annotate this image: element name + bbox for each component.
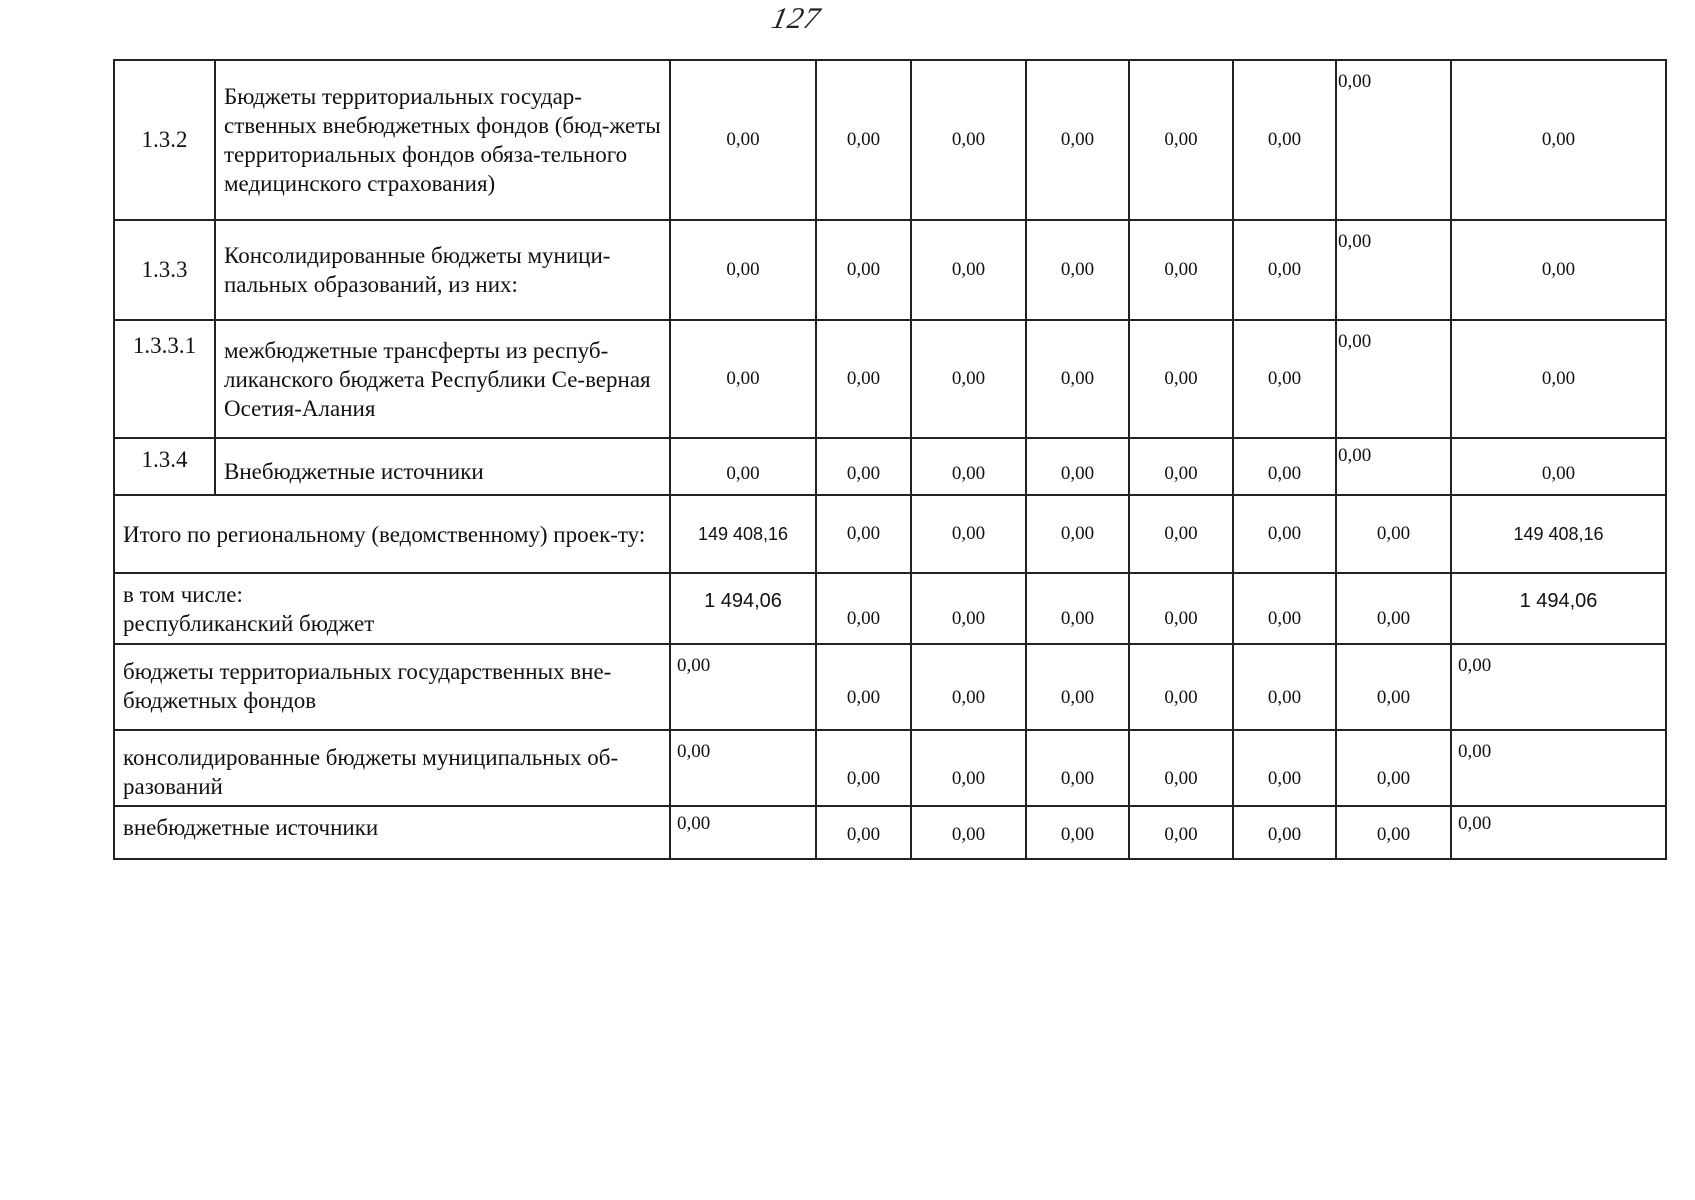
- value-cell: 0,00: [1233, 644, 1336, 730]
- value-cell: 0,00: [816, 495, 911, 573]
- value-cell: 0,00: [1451, 730, 1666, 806]
- value-cell: 0,00: [1451, 438, 1666, 495]
- value-cell: 0,00: [911, 220, 1026, 320]
- row-code: 1.3.2: [114, 60, 215, 220]
- value-cell: 1 494,06: [670, 573, 816, 644]
- total-label: [114, 573, 670, 644]
- value-cell: 0,00: [670, 730, 816, 806]
- value-cell: 0,00: [670, 220, 816, 320]
- value-cell: 0,00: [911, 573, 1026, 644]
- table-row: [114, 320, 1666, 438]
- value-cell: 0,00: [1233, 573, 1336, 644]
- value-cell: 0,00: [911, 438, 1026, 495]
- value-cell: 0,00: [1336, 730, 1451, 806]
- value-cell: 0,00: [1233, 495, 1336, 573]
- value-cell: 0,00: [911, 320, 1026, 438]
- table-row: [114, 730, 1666, 806]
- row-label: межбюджетные трансферты из респуб-ликанского бюджета Республики Се-верная Осетия-Алания: [215, 320, 670, 438]
- value-cell: 0,00: [1233, 60, 1336, 220]
- value-cell: 0,00: [1451, 806, 1666, 859]
- value-cell: 0,00: [670, 438, 816, 495]
- value-cell: 0,00: [1336, 60, 1451, 220]
- value-cell: 0,00: [816, 220, 911, 320]
- value-cell: 0,00: [1129, 644, 1233, 730]
- page-number: 127: [768, 2, 824, 35]
- value-cell: 0,00: [1336, 495, 1451, 573]
- value-cell: 0,00: [1129, 573, 1233, 644]
- table-row: [114, 573, 1666, 644]
- value-cell: 0,00: [1451, 320, 1666, 438]
- value-cell: 0,00: [1336, 806, 1451, 859]
- value-cell: 0,00: [816, 730, 911, 806]
- value-cell: 0,00: [1233, 730, 1336, 806]
- value-cell: 0,00: [1233, 220, 1336, 320]
- value-cell: 0,00: [1026, 495, 1129, 573]
- value-cell: 0,00: [911, 60, 1026, 220]
- value-cell: 0,00: [1451, 644, 1666, 730]
- value-cell: 0,00: [1233, 806, 1336, 859]
- value-cell: 0,00: [1336, 320, 1451, 438]
- value-cell: 0,00: [911, 644, 1026, 730]
- value-cell: 1 494,06: [1451, 573, 1666, 644]
- value-cell: 0,00: [1026, 60, 1129, 220]
- value-cell: 0,00: [1026, 320, 1129, 438]
- value-cell: 0,00: [1129, 60, 1233, 220]
- value-cell: 0,00: [1026, 730, 1129, 806]
- value-cell: 0,00: [1129, 730, 1233, 806]
- value-cell: 0,00: [1026, 573, 1129, 644]
- value-cell: 0,00: [911, 730, 1026, 806]
- value-cell: 0,00: [1129, 220, 1233, 320]
- value-cell: 0,00: [1026, 644, 1129, 730]
- value-cell: 0,00: [1233, 438, 1336, 495]
- row-label: Бюджеты территориальных государ-ственных внебюджетных фондов (бюд-жеты территориальных фондов обяза-тельного медицинского страхования): [215, 60, 670, 220]
- value-cell: 0,00: [816, 60, 911, 220]
- value-cell: 0,00: [816, 644, 911, 730]
- value-cell: 0,00: [1336, 220, 1451, 320]
- value-cell: 0,00: [1336, 644, 1451, 730]
- value-cell: 0,00: [670, 320, 816, 438]
- row-code: 1.3.3: [114, 220, 215, 320]
- table-row: [114, 60, 1666, 220]
- value-cell: 0,00: [816, 573, 911, 644]
- value-cell: 0,00: [670, 644, 816, 730]
- value-cell: 0,00: [1026, 438, 1129, 495]
- value-cell: 0,00: [1026, 220, 1129, 320]
- row-code: 1.3.4: [114, 438, 215, 495]
- value-cell: 0,00: [1336, 438, 1451, 495]
- value-cell: 0,00: [816, 320, 911, 438]
- value-cell: 0,00: [1336, 573, 1451, 644]
- table-row: [114, 495, 1666, 573]
- total-label-line2: республиканский бюджет: [123, 610, 375, 636]
- total-label-line1: в том числе:: [123, 581, 243, 607]
- table-row: [114, 806, 1666, 859]
- row-label: Внебюджетные источники: [215, 438, 670, 495]
- total-label: внебюджетные источники: [114, 806, 670, 859]
- table-row: [114, 220, 1666, 320]
- value-cell: 0,00: [670, 806, 816, 859]
- value-cell: 149 408,16: [670, 495, 816, 573]
- value-cell: 0,00: [1451, 60, 1666, 220]
- value-cell: 0,00: [911, 806, 1026, 859]
- value-cell: 0,00: [670, 60, 816, 220]
- value-cell: 0,00: [911, 495, 1026, 573]
- total-label: бюджеты территориальных государственных вне-бюджетных фондов: [114, 644, 670, 730]
- row-label: Консолидированные бюджеты муници-пальных образований, из них:: [215, 220, 670, 320]
- value-cell: 0,00: [1451, 220, 1666, 320]
- budget-table: [113, 59, 1667, 860]
- value-cell: 149 408,16: [1451, 495, 1666, 573]
- total-label: консолидированные бюджеты муниципальных об-разований: [114, 730, 670, 806]
- value-cell: 0,00: [1129, 320, 1233, 438]
- row-code: 1.3.3.1: [114, 320, 215, 438]
- table-row: [114, 644, 1666, 730]
- value-cell: 0,00: [1129, 438, 1233, 495]
- table-row: [114, 438, 1666, 495]
- value-cell: 0,00: [1129, 806, 1233, 859]
- value-cell: 0,00: [1233, 320, 1336, 438]
- value-cell: 0,00: [816, 438, 911, 495]
- value-cell: 0,00: [1129, 495, 1233, 573]
- total-label: Итого по региональному (ведомственному) проек-ту:: [114, 495, 670, 573]
- value-cell: 0,00: [816, 806, 911, 859]
- value-cell: 0,00: [1026, 806, 1129, 859]
